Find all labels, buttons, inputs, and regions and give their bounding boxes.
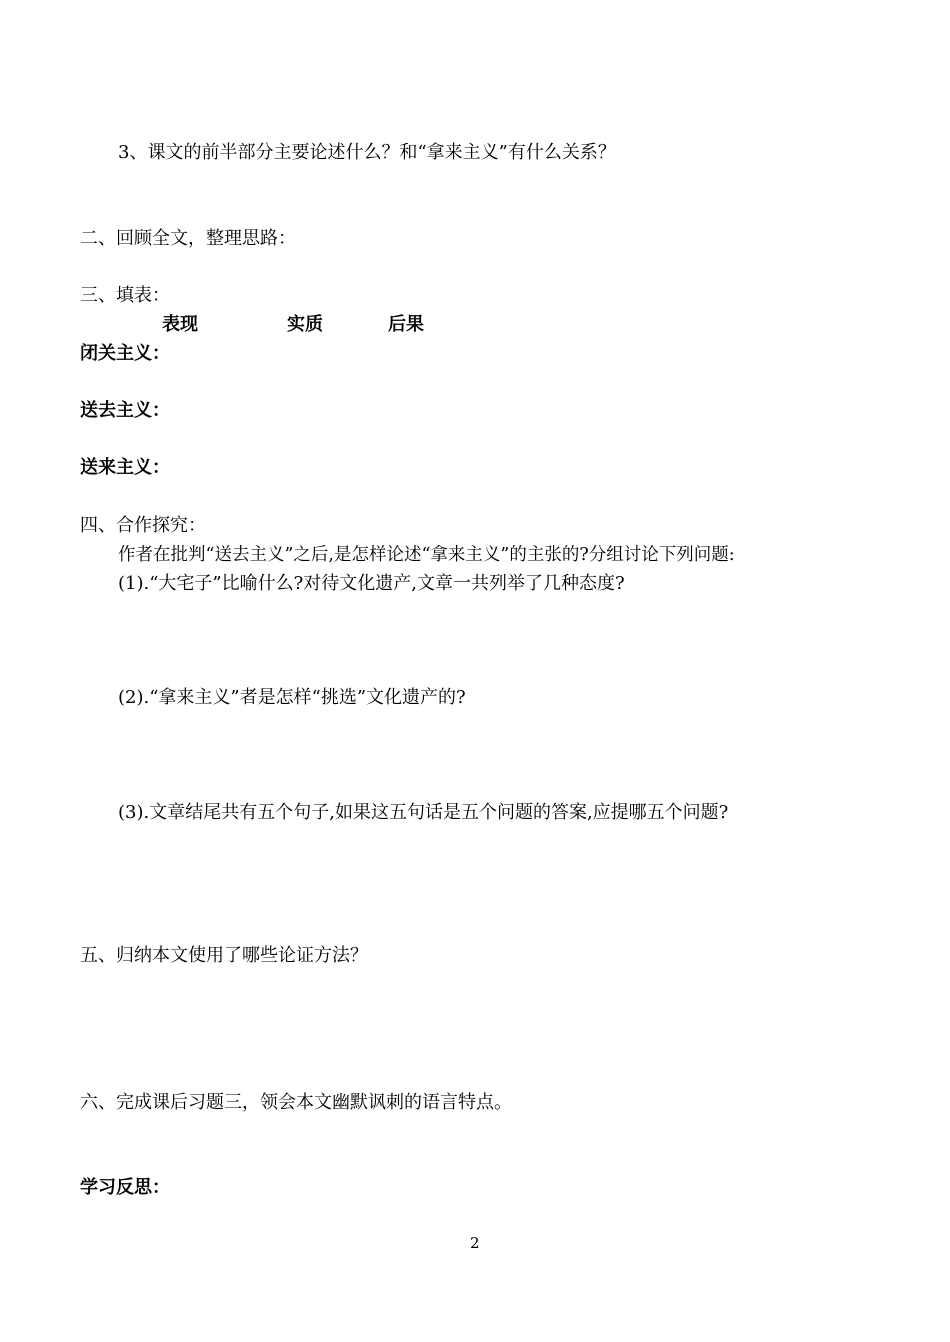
page-number: 2 xyxy=(470,1234,480,1252)
table-row-send-in: 送来主义： xyxy=(80,457,170,478)
table-header-essence: 实质 xyxy=(287,314,323,335)
learning-reflection-label: 学习反思： xyxy=(80,1177,170,1198)
table-row-closed-door: 闭关主义： xyxy=(80,343,170,364)
section-6-heading: 六、完成课后习题三，领会本文幽默讽刺的语言特点。 xyxy=(80,1092,512,1113)
section-4-heading: 四、合作探究： xyxy=(80,515,206,536)
section-5-heading: 五、归纳本文使用了哪些论证方法？ xyxy=(80,945,368,966)
discussion-question-1: (1).“大宅子”比喻什么?对待文化遗产,文章一共列举了几种态度? xyxy=(118,573,625,594)
table-row-send-out: 送去主义： xyxy=(80,400,170,421)
discussion-question-2: (2).“拿来主义”者是怎样“挑选”文化遗产的? xyxy=(118,687,466,708)
table-header-manifestation: 表现 xyxy=(162,314,198,335)
section-4-intro: 作者在批判“送去主义”之后,是怎样论述“拿来主义”的主张的?分组讨论下列问题: xyxy=(118,545,735,565)
section-3-heading: 三、填表： xyxy=(80,285,170,306)
question-3-text: 3、课文的前半部分主要论述什么？和“拿来主义”有什么关系？ xyxy=(118,142,616,163)
table-header-consequence: 后果 xyxy=(388,314,424,335)
section-2-heading: 二、回顾全文，整理思路： xyxy=(80,228,296,249)
discussion-question-3: (3).文章结尾共有五个句子,如果这五句话是五个问题的答案,应提哪五个问题? xyxy=(118,802,729,823)
